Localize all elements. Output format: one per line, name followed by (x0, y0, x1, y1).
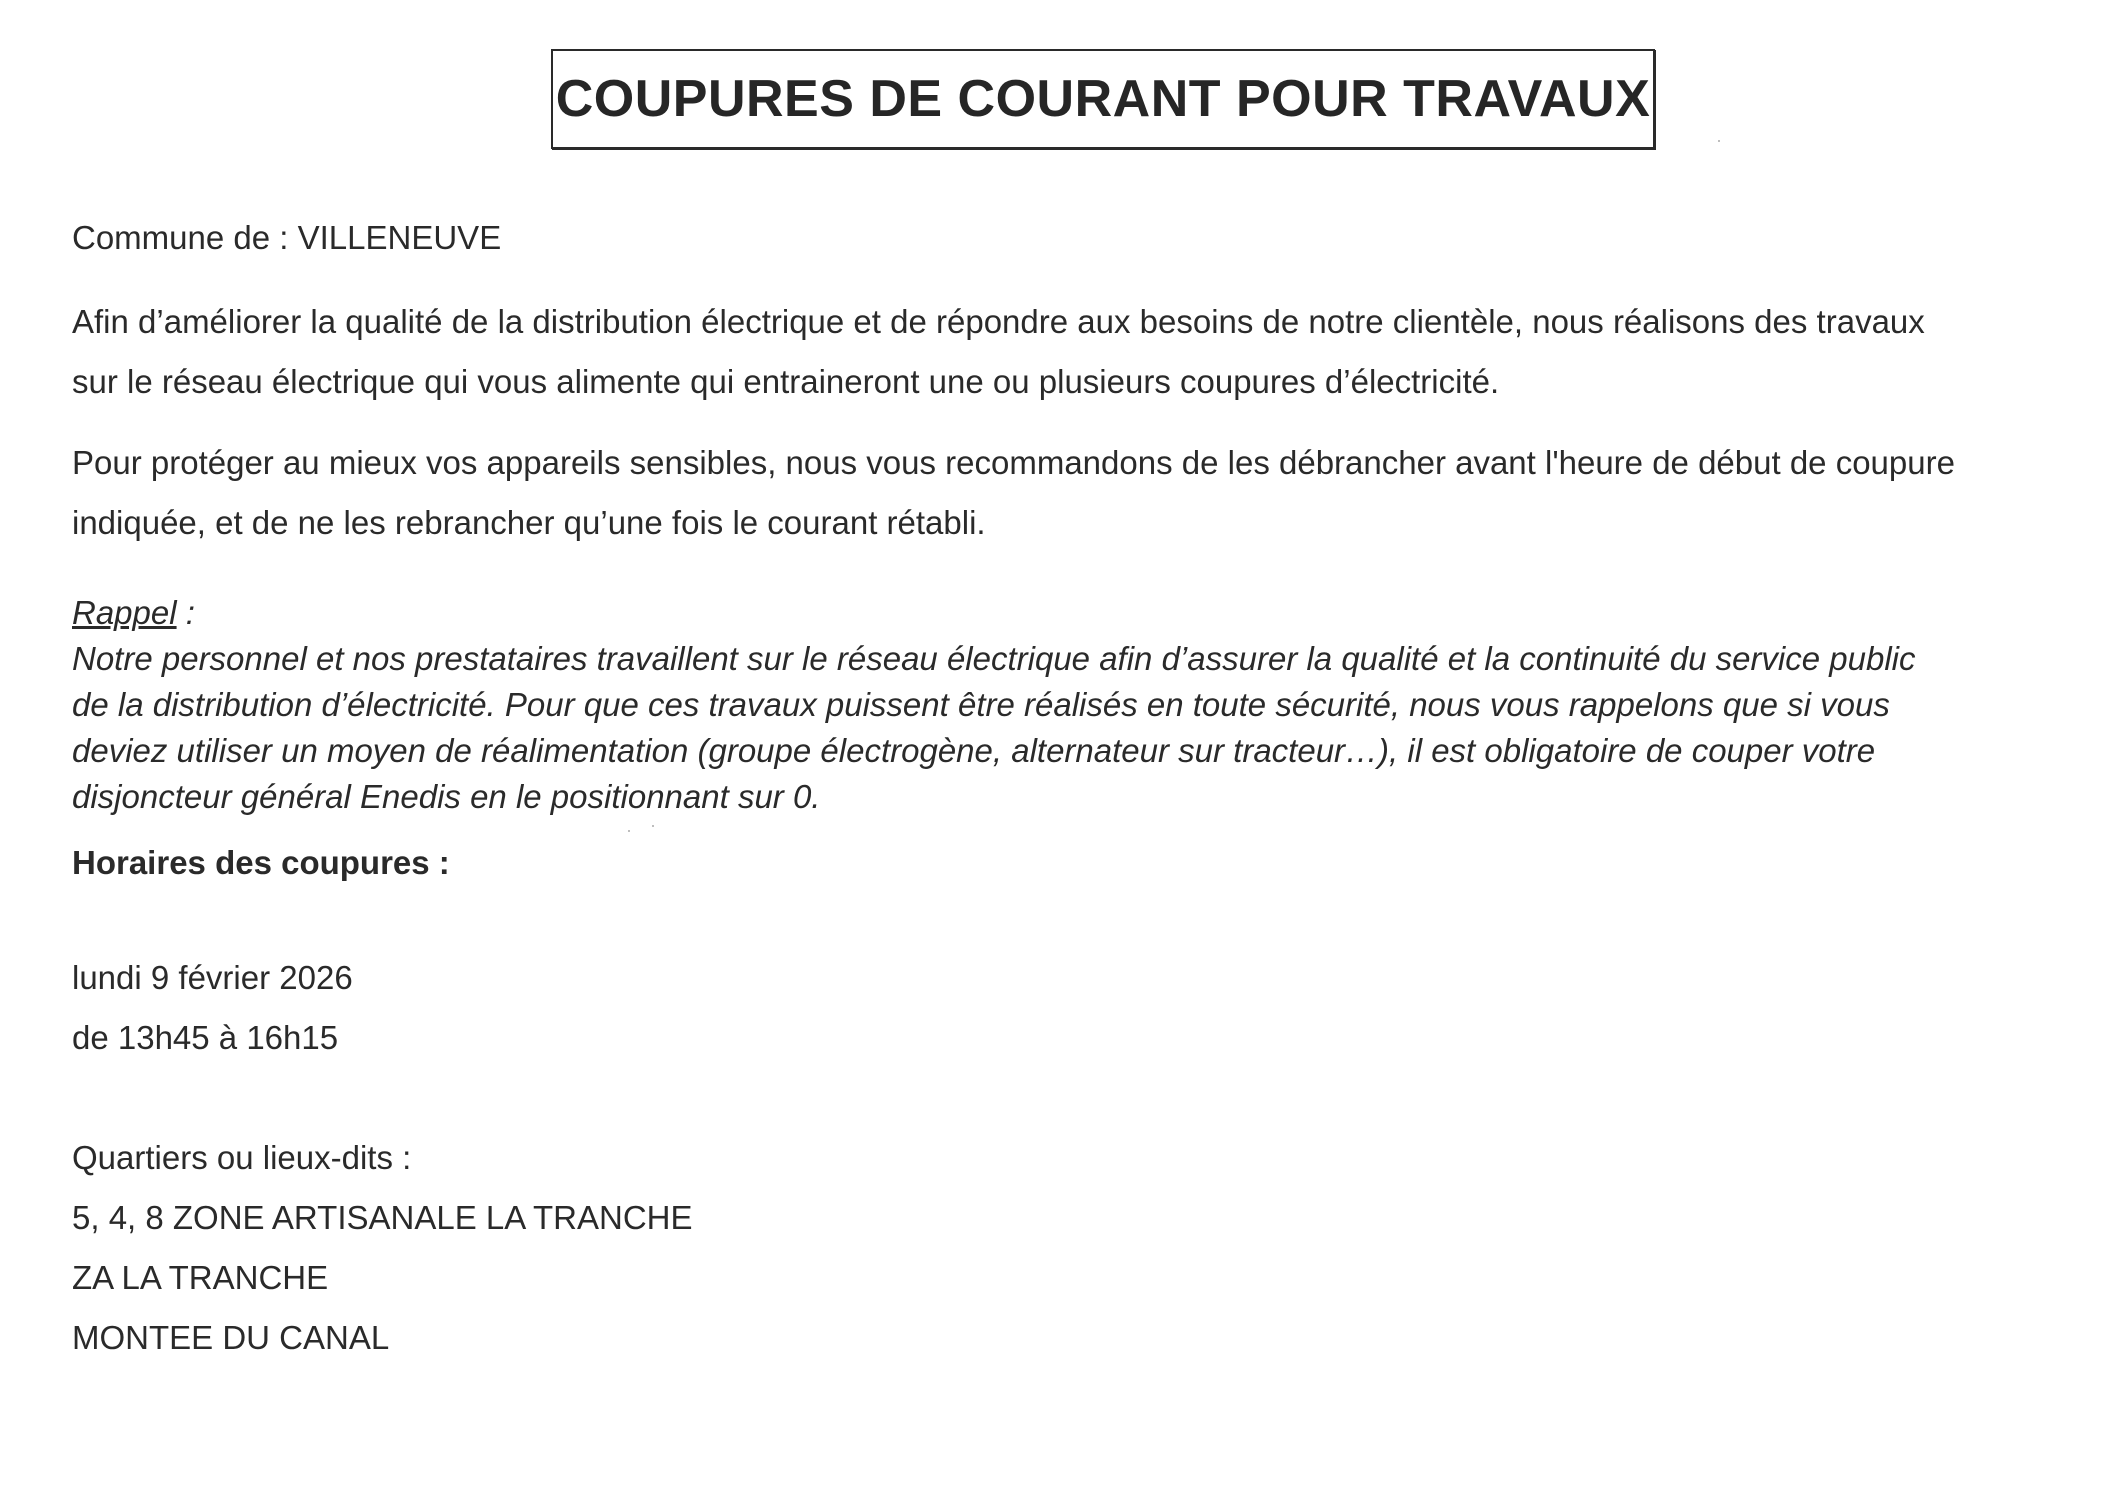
intro-line-1: Afin d’améliorer la qualité de la distribution électrique et de répondre aux besoins de notre clientèle, nous réalisons des travaux (72, 303, 1925, 340)
title-box (551, 49, 1655, 149)
place-item-2: ZA LA TRANCHE (72, 1259, 329, 1296)
advice-line-1: Pour protéger au mieux vos appareils sensibles, nous vous recommandons de les débrancher avant l'heure de début de coupure (72, 444, 1955, 481)
page-title: COUPURES DE COURANT POUR TRAVAUX (555, 70, 1651, 128)
rappel-line-2: de la distribution d’électricité. Pour que ces travaux puissent être réalisés en toute sécurité, nous vous rappelons que si vous (72, 686, 1890, 723)
schedule-heading: Horaires des coupures : (72, 844, 450, 881)
rappel-block (72, 590, 1916, 820)
places-heading: Quartiers ou lieux-dits : (72, 1139, 412, 1176)
commune-value: VILLENEUVE (297, 219, 502, 256)
rappel-heading (72, 590, 1916, 636)
scan-speck (1718, 140, 1720, 142)
place-item-1: 5, 4, 8 ZONE ARTISANALE LA TRANCHE (72, 1199, 693, 1236)
rappel-colon: : (176, 594, 195, 631)
rappel-line-4: disjoncteur général Enedis en le positionnant sur 0. (72, 778, 821, 815)
advice-paragraph (72, 433, 1955, 553)
place-item-3: MONTEE DU CANAL (72, 1319, 390, 1356)
intro-line-2: sur le réseau électrique qui vous alimente qui entraineront une ou plusieurs coupures d’électricité. (72, 363, 1500, 400)
commune-label: Commune de : (72, 219, 289, 256)
intro-paragraph (72, 292, 1925, 412)
scan-speck (652, 825, 654, 827)
schedule-time: de 13h45 à 16h15 (72, 1019, 339, 1056)
commune-line (72, 208, 501, 268)
advice-line-2: indiquée, et de ne les rebrancher qu’une fois le courant rétabli. (72, 504, 986, 541)
schedule-date: lundi 9 février 2026 (72, 959, 353, 996)
scan-speck (628, 830, 630, 832)
rappel-label: Rappel (72, 594, 177, 631)
rappel-line-3: deviez utiliser un moyen de réalimentation (groupe électrogène, alternateur sur tracteur…), il est obligatoire de couper votre (72, 732, 1876, 769)
rappel-line-1: Notre personnel et nos prestataires travaillent sur le réseau électrique afin d’assurer la qualité et la continuité du service public (72, 640, 1916, 677)
